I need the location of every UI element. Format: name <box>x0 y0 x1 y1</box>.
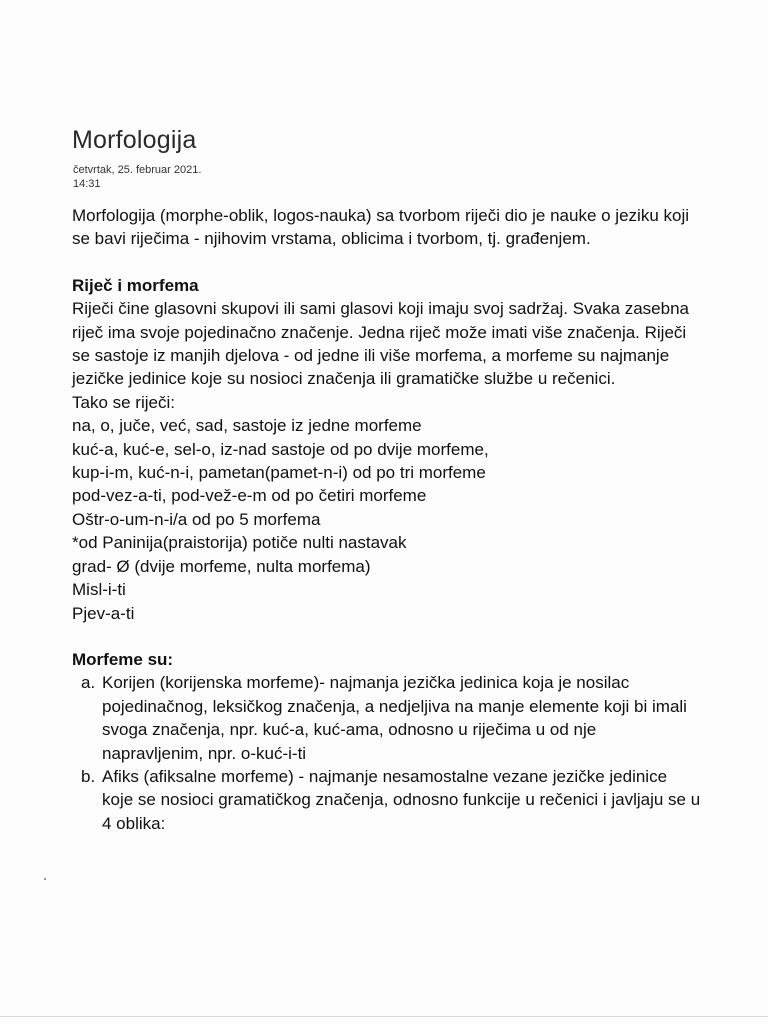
example-line: Pjev-a-ti <box>72 603 135 623</box>
section-heading-rijec-i-morfema: Riječ i morfema <box>72 275 199 295</box>
intro-paragraph: Morfologija (morphe-oblik, logos-nauka) sa tvorbom riječi dio je nauke o jeziku koji se bavi riječima - njihovim vrstama, oblicima i tvorbom, tj. građenjem. <box>72 206 690 249</box>
list-item <box>72 765 702 835</box>
page-body <box>72 204 702 835</box>
example-line: Tako se riječi: <box>72 392 175 412</box>
page-meta <box>73 163 201 191</box>
example-line: Oštr-o-um-n-i/a od po 5 morfema <box>72 509 321 529</box>
list-item <box>72 671 702 765</box>
section-heading-morfeme-su: Morfeme su: <box>72 649 174 669</box>
page-date: četvrtak, 25. februar 2021. <box>73 164 202 176</box>
morpheme-list <box>72 671 702 835</box>
example-line: Misl-i-ti <box>72 580 126 600</box>
example-line: kuć-a, kuć-e, sel-o, iz-nad sastoje od po dvije morfeme, <box>72 439 489 459</box>
scan-speck <box>44 878 46 880</box>
example-line: *od Paninija(praistorija) potiče nulti nastavak <box>72 533 407 553</box>
page-title: Morfologija <box>72 126 197 154</box>
list-marker: b. <box>81 766 96 786</box>
example-line: kup-i-m, kuć-n-i, pametan(pamet-n-i) od po tri morfeme <box>72 463 486 483</box>
list-item-text: Afiks (afiksalne morfeme) - najmanje nesamostalne vezane jezičke jedinice koje se nosioci gramatičkog značenja, odnosno funkcije u rečenici i javljaju se u 4 oblika: <box>102 766 701 833</box>
page-time: 14:31 <box>73 178 101 190</box>
scan-edge <box>0 1016 768 1017</box>
example-line: pod-vez-a-ti, pod-vež-e-m od po četiri morfeme <box>72 486 427 506</box>
list-marker: a. <box>81 673 96 693</box>
section-paragraph: Riječi čine glasovni skupovi ili sami glasovi koji imaju svoj sadržaj. Svaka zasebna riječ ima svoje pojedinačno značenje. Jedna riječ može imati više značenja. Riječi se sastoje iz manjih djelova - od jedne ili više morfema, a morfeme su najmanje jezičke jedinice koje su nosioci značenja ili gramatičke službe u rečenici. <box>72 299 689 389</box>
section-gap <box>72 625 702 648</box>
example-line: grad- Ø (dvije morfeme, nulta morfema) <box>72 556 371 576</box>
example-line: na, o, juče, već, sad, sastoje iz jedne morfeme <box>72 416 422 436</box>
list-item-text: Korijen (korijenska morfeme)- najmanja jezička jedinica koja je nosilac pojedinačnog, leksičkog značenja, a nedjeljiva na manje elemente koji bi imali svoga značenja, npr. kuć-a, kuć-ama, odnosno u riječima u od nje napravljenim, npr. o-kuć-i-ti <box>102 673 687 763</box>
